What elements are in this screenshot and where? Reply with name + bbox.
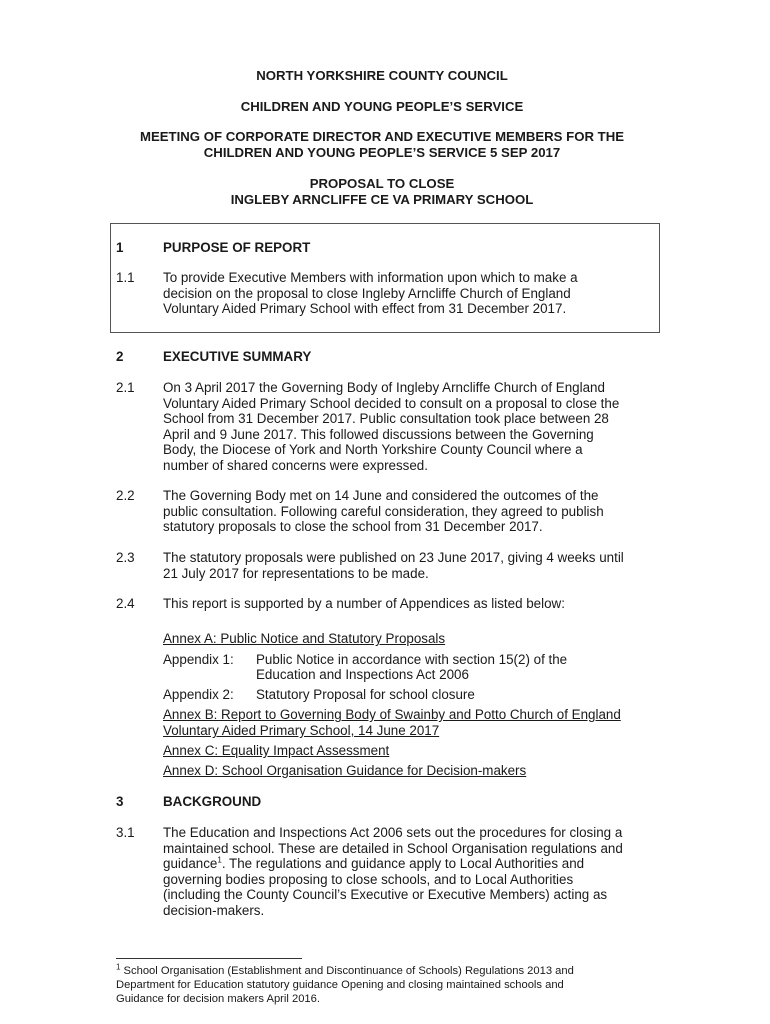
para-line: April and 9 June 2017. This followed discussions between the Governing — [163, 426, 594, 442]
para-line: number of shared concerns were expressed. — [163, 457, 428, 473]
para-fragment: guidance — [163, 856, 218, 872]
appendix-1-label: Appendix 1: — [163, 652, 234, 667]
para-2-3 — [163, 550, 654, 581]
para-line: public consultation. Following careful consideration, they agreed to publish — [163, 503, 604, 519]
section-1-title: PURPOSE OF REPORT — [163, 240, 311, 255]
para-3-1-number: 3.1 — [116, 825, 135, 840]
service-heading: CHILDREN AND YOUNG PEOPLE’S SERVICE — [240, 99, 524, 114]
footnote-ref[interactable]: 1 — [217, 855, 222, 865]
annex-b-link-line2[interactable]: Voluntary Aided Primary School, 14 June 2017 — [163, 723, 440, 738]
para-line: School from 31 December 2017. Public consultation took place between 28 — [163, 411, 609, 427]
para-fragment: . The regulations and guidance apply to Local Authorities and — [221, 856, 585, 872]
footnote-rule — [116, 958, 302, 959]
para-line: The statutory proposals were published on 23 June 2017, giving 4 weeks until — [163, 550, 624, 565]
para-2-4: This report is supported by a number of Appendices as listed below: — [163, 596, 565, 611]
para-line: Body, the Diocese of York and North Yorkshire County Council where a — [163, 442, 583, 458]
appendix-1-line2: Education and Inspections Act 2006 — [256, 667, 469, 682]
annex-d-link[interactable]: Annex D: School Organisation Guidance for Decision-makers — [163, 763, 527, 778]
meeting-heading-line1: MEETING OF CORPORATE DIRECTOR AND EXECUTIVE MEMBERS FOR THE — [139, 129, 625, 144]
footnote-line2: Department for Education statutory guidance Opening and closing maintained schools and — [116, 979, 564, 991]
para-3-1 — [163, 825, 654, 919]
para-line: statutory proposals to close the school from 31 December 2017. — [163, 519, 543, 535]
footnote-text: School Organisation (Establishment and Discontinuance of Schools) Regulations 2013 and — [120, 965, 574, 977]
section-2-number: 2 — [116, 349, 124, 364]
meeting-heading-line2: CHILDREN AND YOUNG PEOPLE’S SERVICE 5 SEP 2017 — [203, 145, 561, 160]
section-2-title: EXECUTIVE SUMMARY — [163, 349, 312, 364]
para-line: The Education and Inspections Act 2006 sets out the procedures for closing a — [163, 825, 623, 840]
section-3-number: 3 — [116, 794, 124, 809]
para-line: On 3 April 2017 the Governing Body of Ingleby Arncliffe Church of England — [163, 380, 605, 395]
para-line: 21 July 2017 for representations to be made. — [163, 565, 429, 581]
para-2-2-number: 2.2 — [116, 488, 135, 503]
para-2-1-number: 2.1 — [116, 380, 135, 395]
para-2-3-number: 2.3 — [116, 550, 135, 565]
para-line: Voluntary Aided Primary School with effect from 31 December 2017. — [163, 301, 567, 317]
para-line: maintained school. These are detailed in School Organisation regulations and — [163, 840, 623, 856]
para-line: decision-makers. — [163, 902, 265, 918]
para-line: Voluntary Aided Primary School decided to consult on a proposal to close the — [163, 395, 620, 411]
annex-a-link[interactable]: Annex A: Public Notice and Statutory Proposals — [163, 631, 446, 646]
para-line: (including the County Council’s Executive or Executive Members) acting as — [163, 887, 608, 903]
annex-b-link-line1[interactable]: Annex B: Report to Governing Body of Swainby and Potto Church of England — [163, 707, 621, 722]
para-2-1 — [163, 380, 654, 474]
proposal-heading-line2: INGLEBY ARNCLIFFE CE VA PRIMARY SCHOOL — [230, 192, 534, 207]
footnote — [116, 964, 656, 1006]
footnote-line1 — [116, 964, 656, 978]
appendix-2-label: Appendix 2: — [163, 687, 234, 702]
para-line: decision on the proposal to close Ingleby Arncliffe Church of England — [163, 285, 571, 301]
section-3-title: BACKGROUND — [163, 794, 262, 809]
org-heading: NORTH YORKSHIRE COUNTY COUNCIL — [256, 68, 508, 83]
para-2-2 — [163, 488, 654, 535]
appendix-1-line1: Public Notice in accordance with section 15(2) of the — [256, 652, 568, 667]
annex-c-link[interactable]: Annex C: Equality Impact Assessment — [163, 743, 390, 758]
para-1-1-number: 1.1 — [116, 270, 135, 285]
para-line — [163, 856, 654, 872]
proposal-heading-line1: PROPOSAL TO CLOSE — [309, 176, 455, 191]
para-line: To provide Executive Members with information upon which to make a — [163, 270, 578, 285]
appendix-2-text: Statutory Proposal for school closure — [256, 687, 475, 702]
footnote-line3: Guidance for decision makers April 2016. — [116, 993, 320, 1005]
footnote-mark: 1 — [116, 962, 121, 972]
section-1-number: 1 — [116, 240, 124, 255]
para-line: governing bodies proposing to close schools, and to Local Authorities — [163, 871, 574, 887]
para-2-4-number: 2.4 — [116, 596, 135, 611]
para-line: The Governing Body met on 14 June and considered the outcomes of the — [163, 488, 599, 503]
para-1-1 — [163, 270, 654, 317]
